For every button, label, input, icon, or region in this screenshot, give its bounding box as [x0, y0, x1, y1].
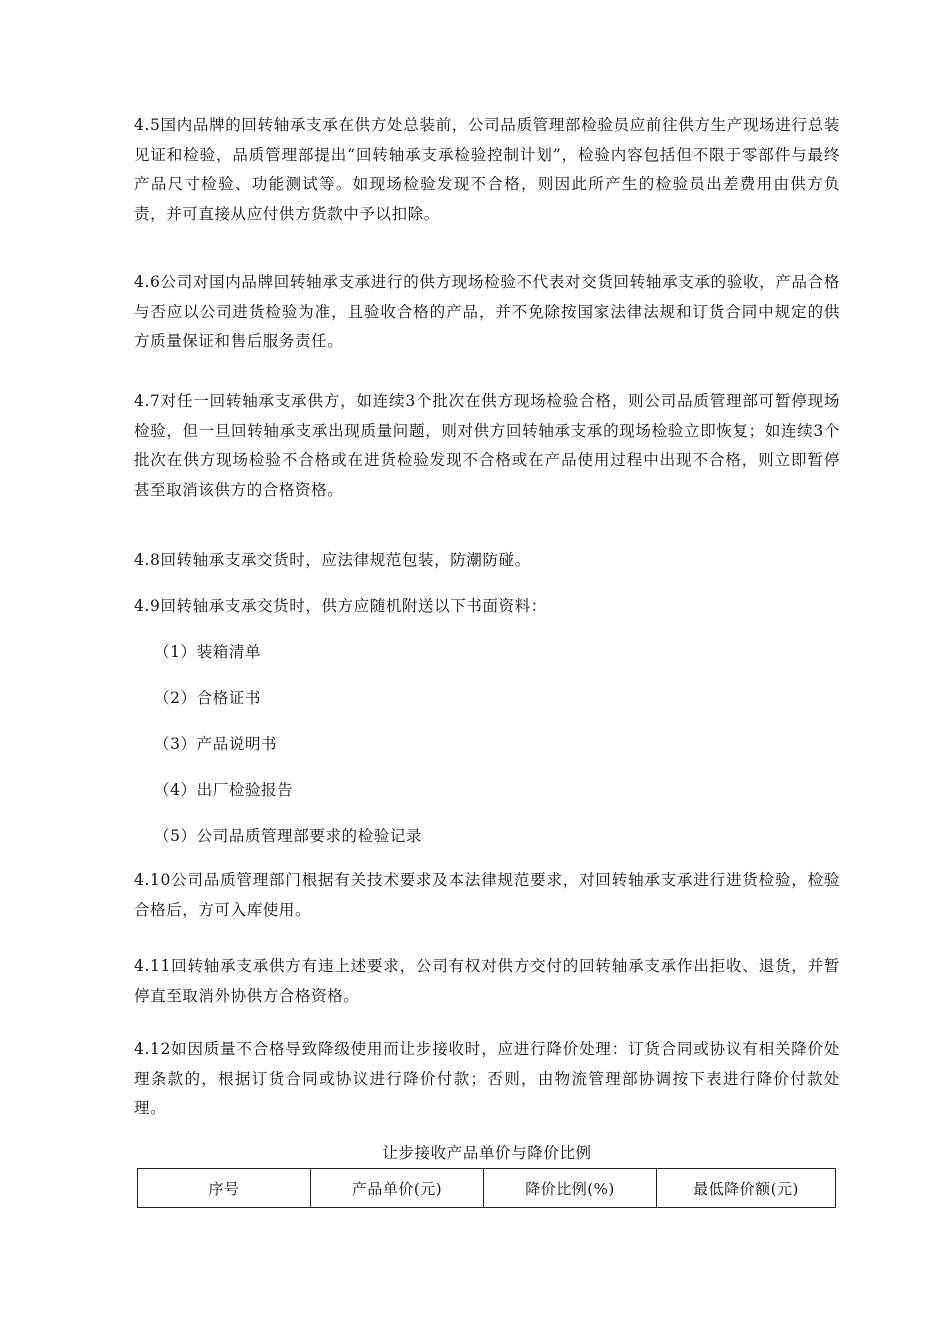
table-header-row	[138, 1169, 836, 1208]
clause-4-12: 4.12如因质量不合格导致降级使用而让步接收时，应进行降价处理：订货合同或协议有相关降价处理条款的，根据订货合同或协议进行降价付款；否则，由物流管理部协调按下表进行降价付款处理。	[134, 1040, 840, 1117]
header-cell-index: 序号	[138, 1169, 311, 1208]
clause-4-9: 4.9回转轴承支承交货时，供方应随机附送以下书面资料：	[134, 597, 547, 615]
price-reduction-table	[137, 1168, 836, 1208]
header-cell-minimum-reduction: 最低降价额(元)	[657, 1169, 836, 1208]
table-caption: 让步接收产品单价与降价比例	[382, 1144, 592, 1162]
list-item: （4）出厂检验报告	[154, 781, 294, 799]
clause-4-5: 4.5国内品牌的回转轴承支承在供方处总装前，公司品质管理部检验员应前往供方生产现场进行总装见证和检验，品质管理部提出“回转轴承支承检验控制计划”，检验内容包括但不限于零部件与最终产品尺寸检验、功能测试等。如现场检验发现不合格，则因此所产生的检验员出差费用由供方负责，并可直接从应付供方货款中予以扣除。	[134, 116, 840, 223]
clause-4-10: 4.10公司品质管理部门根据有关技术要求及本法律规范要求，对回转轴承支承进行进货检验，检验合格后，方可入库使用。	[134, 871, 840, 919]
clause-4-11: 4.11回转轴承支承供方有违上述要求，公司有权对供方交付的回转轴承支承作出拒收、退货，并暂停直至取消外协供方合格资格。	[134, 957, 840, 1005]
list-item: （1）装箱清单	[154, 643, 262, 661]
header-cell-reduction-ratio: 降价比例(%)	[484, 1169, 657, 1208]
clause-4-7: 4.7对任一回转轴承支承供方，如连续3个批次在供方现场检验合格，则公司品质管理部可暂停现场检验，但一旦回转轴承支承出现质量问题，则对供方回转轴承支承的现场检验立即恢复；如连续3个批次在供方现场检验不合格或在进货检验发现不合格或在产品使用过程中出现不合格，则立即暂停甚至取消该供方的合格资格。	[134, 392, 840, 499]
header-cell-unit-price: 产品单价(元)	[311, 1169, 484, 1208]
list-item: （5）公司品质管理部要求的检验记录	[154, 827, 423, 845]
clause-4-6: 4.6公司对国内品牌回转轴承支承进行的供方现场检验不代表对交货回转轴承支承的验收，产品合格与否应以公司进货检验为准，且验收合格的产品，并不免除按国家法律法规和订货合同中规定的供方质量保证和售后服务责任。	[134, 273, 840, 350]
list-item: （2）合格证书	[154, 689, 262, 707]
clause-4-8: 4.8回转轴承支承交货时，应法律规范包装，防潮防碰。	[134, 551, 531, 569]
list-item: （3）产品说明书	[154, 735, 278, 753]
